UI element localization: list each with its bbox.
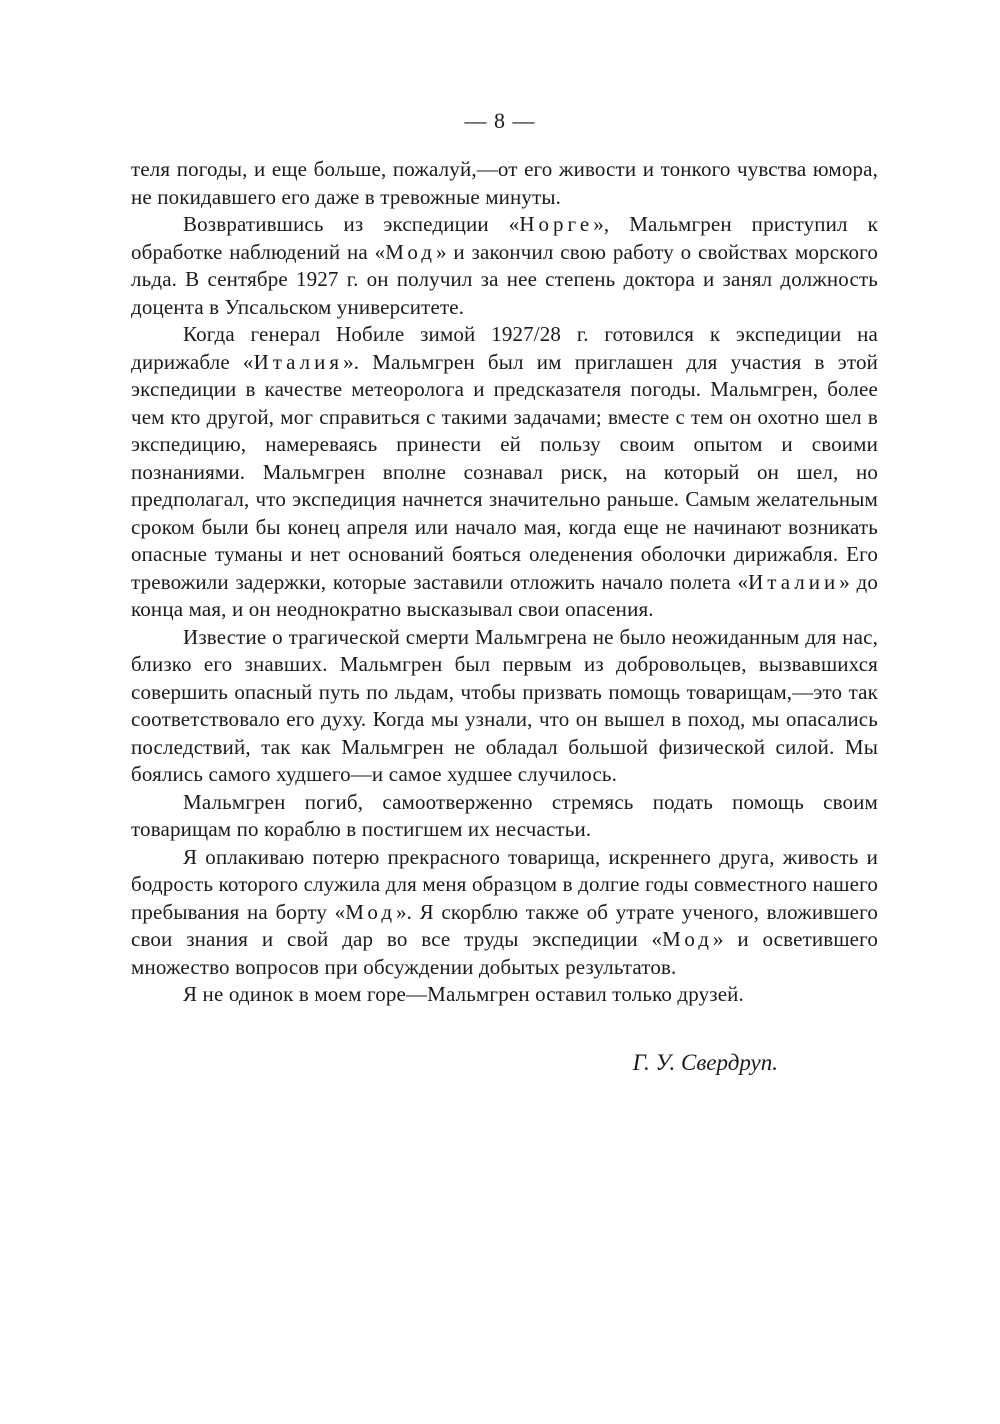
paragraph-1	[131, 156, 878, 211]
body-text	[131, 156, 878, 1009]
paragraph-text: » и закончил свою работу о свойствах морского льда. В сентябре 1927 г. он получил за нее степень доктора и занял должность доцента в Упсальском университете.	[131, 239, 878, 319]
paragraph-text: » до конца мая, и он неоднократно высказывал свои опасения.	[131, 569, 878, 621]
author-signature: Г. У. Свердруп.	[632, 1050, 778, 1075]
paragraph-5	[131, 789, 878, 844]
paragraph-text: теля погоды, и еще больше, пожалуй,—от его живости и тонкого чувства юмора, не покидавшего его даже в тревожные минуты.	[131, 157, 878, 209]
paragraph-text: Возвратившись из экспедиции «	[183, 212, 520, 236]
paragraph-text: », Мальмгрен приступил к обработке наблюдений на «	[131, 212, 878, 264]
page-number: — 8 —	[464, 108, 536, 133]
paragraph-4	[131, 624, 878, 789]
airship-name-italii: Италии	[748, 569, 840, 594]
paragraph-text: Я оплакиваю потерю прекрасного товарища, искреннего друга, живость и бодрость которого служила для меня образцом в долгие годы совместного нашего пребывания на борту «	[131, 844, 878, 924]
airship-name-italia: Италия	[253, 349, 344, 374]
paragraph-7	[131, 981, 878, 1009]
paragraph-text: Я не одинок в моем горе—Мальмгрен оставил только друзей.	[183, 982, 744, 1006]
paragraph-text: ». Я скорблю также об утрате ученого, вложившего свои знания и свой дар во все труды экспедиции «	[131, 899, 879, 951]
paragraph-3	[131, 321, 878, 624]
ship-name-maud: Мод	[662, 927, 713, 951]
paragraph-text: Известие о трагической смерти Мальмгрена не было неожиданным для нас, близко его знавших. Мальмгрен был первым из добровольцев, вызвавшихся совершить опасный путь по льдам, чтобы призвать помощь товарищам,—это так соответствовало его духу. Когда мы узнали, что он вышел в поход, мы опасались последствий, так как Мальмгрен не обладал большой физической силой. Мы боялись самого худшего—и самое худшее случилось.	[131, 624, 878, 786]
ship-name-maud: Мод	[345, 899, 397, 924]
paragraph-text: Мальмгрен погиб, самоотверженно стремясь подать помощь своим товарищам по кораблю в постигшем их несчастьи.	[131, 789, 878, 841]
ship-name-maud: Мод	[385, 239, 436, 264]
paragraph-6	[131, 844, 878, 982]
paragraph-2	[131, 211, 878, 321]
paragraph-text: ». Мальмгрен был им приглашен для участия в этой экспедиции в качестве метеоролога и предсказателя погоды. Мальмгрен, более чем кто другой, мог справиться с такими задачами; вместе с тем он охотно шел в экспедицию, намереваясь принести ей пользу своим опытом и своими познаниями. Мальмгрен вполне сознавал риск, на который он шел, но предполагал, что экспедиция начнется значительно раньше. Самым желательным сроком были бы конец апреля или начало мая, когда еще не начинают возникать опасные туманы и нет оснований бояться оледенения оболочки дирижабля. Его тревожили задержки, которые заставили отложить начало полета «	[131, 349, 878, 594]
paragraph-text: Когда генерал Нобиле зимой 1927/28 г. готовился к экспедиции на дирижабле «	[131, 322, 878, 374]
ship-name-norge: Норге	[519, 212, 594, 236]
paragraph-text: » и осветившего множество вопросов при обсуждении добытых результатов.	[131, 927, 878, 979]
